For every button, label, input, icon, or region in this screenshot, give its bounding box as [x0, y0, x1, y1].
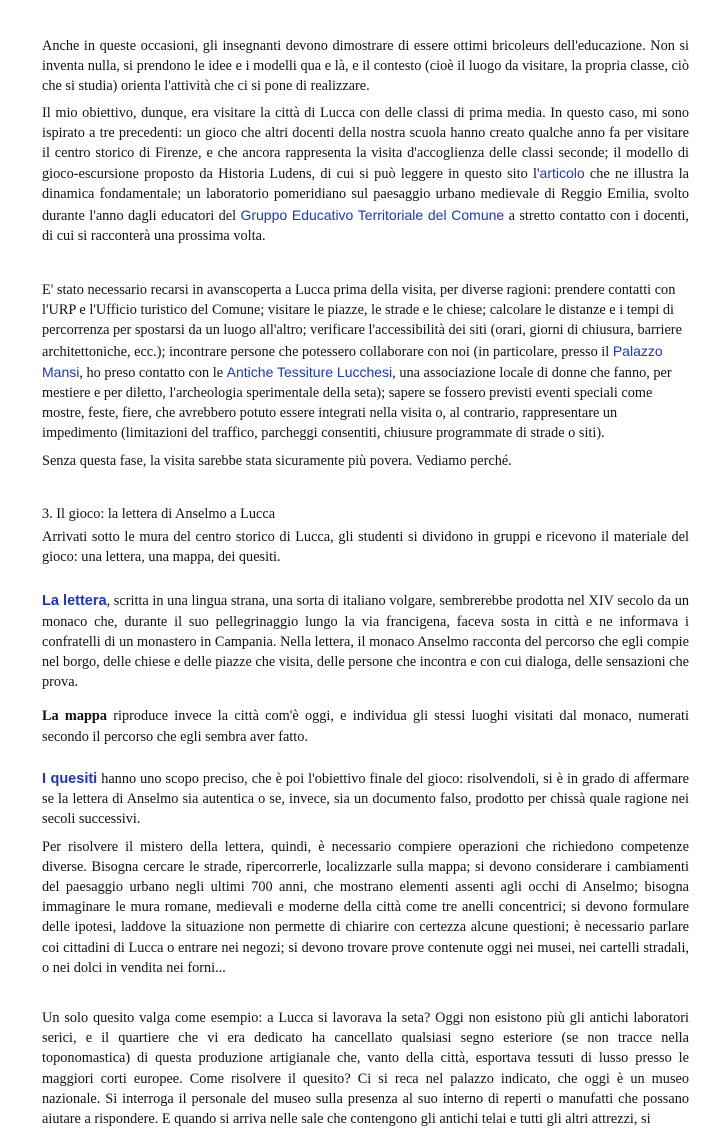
paragraph-arrivati: Arrivati sotto le mura del centro storico di Lucca, gli studenti si dividono in gruppi e ricevono il materiale del gioco: una lettera, una mappa, dei quesiti. [42, 529, 689, 566]
paragraph-avanscoperta [42, 280, 689, 444]
text-span: Il mio obiettivo, dunque, era visitare la città di Lucca con delle classi di prima media. In questo caso, mi sono ispirato a tre precedenti: un gioco che altri docenti della nostra scuola hanno creato qualche anno fa per visitare il centro storico di Firenze, e che ancora rappresenta la visita d'accoglienza delle classi seconde; il modello di gioco-escursione proposto da Historia Ludens, di cui si può leggere in questo sito l' [42, 104, 689, 183]
label-la-mappa: La mappa [42, 708, 108, 725]
paragraph-lettera [42, 591, 689, 692]
document-page [42, 36, 689, 1129]
text-span: , una associazione locale di donne che fanno, per mestiere e per diletto, l'archeologia sperimentale della seta); sapere se fossero previsti eventi speciali come mostre, feste, fiere, che avrebbero potuto essere integrati nella visita o, al contrario, rappresentare un impedimento (limitazioni del traffico, parcheggi consentiti, chiusure programmate di strade o siti). [42, 364, 672, 442]
paragraph-mappa [42, 706, 689, 746]
link-gruppo-educativo[interactable]: Gruppo Educativo Territoriale del Comune [240, 206, 505, 223]
link-i-quesiti[interactable]: I quesiti [42, 770, 98, 787]
text-span: a stretto contatto con i docenti, di cui si racconterà una prossima volta. [42, 207, 690, 244]
link-la-lettera[interactable]: La lettera [42, 593, 107, 610]
link-palazzo-mansi[interactable]: Palazzo Mansi [42, 342, 663, 380]
paragraph-senza: Senza questa fase, la visita sarebbe stata sicuramente più povera. Vediamo perché. [42, 452, 512, 469]
text-span: che ne illustra la dinamica fondamentale; un laboratorio pomeridiano sul paesaggio urbano medievale di Reggio Emilia, svolto durante l'anno dagli educatori del [42, 166, 690, 224]
section-heading: 3. Il gioco: la lettera di Anselmo a Lucca [42, 505, 276, 522]
text-span: hanno uno scopo preciso, che è poi l'obiettivo finale del gioco: risolvendoli, si è in grado di affermare se la lettera di Anselmo sia autentica o se, invece, sia un documento falso, prodotto per chissà quale ragione nei secoli successivi. [42, 770, 689, 828]
text-span: E' stato necessario recarsi in avanscoperta a Lucca prima della visita, per diverse ragioni: prendere contatti con l'URP e l'Ufficio turistico del Comune; visitare le piazze, le strade e le chiese; calcolare le distanze e i tempi di percorrenza per spostarsi da un luogo all'altro; verificare l'accessibilità dei siti (orari, giorni di chiusura, barriere architettoniche, ecc.); incontrare persone che potessero collaborare con noi (in particolare, presso il [42, 282, 682, 360]
paragraph-bricoleurs: Anche in queste occasioni, gli insegnanti devono dimostrare di essere ottimi bricoleurs dell'educazione. Non si inventa nulla, si prendono le idee e i modelli qua e là, e il contesto (cioè il luogo da visitare, la propria classe, ciò che si studia) orienta l'attività che ci si pone di realizzare. [42, 38, 689, 95]
paragraph-quesiti [42, 769, 689, 830]
paragraph-seta: Un solo quesito valga come esempio: a Lucca si lavorava la seta? Oggi non esistono più gli antichi laboratori serici, e il quartiere che vi era dedicato ha cancellato qualsiasi segno esteriore (se non tracce nella toponomastica) di questa produzione artigianale che, vanto della città, esportava tessuti di lusso presso le maggiori corti europee. Come risolvere il quesito? Ci si reca nel palazzo indicato, che oggi è un museo nazionale. Si interroga il personale del museo sulla presenza al suo interno di reperti o manufatti che possano aiutare a rispondere. E quando si arriva nelle sale che contengono gli antichi telai e tutti gli altri attrezzi, si [42, 1009, 689, 1127]
link-articolo[interactable]: articolo [539, 165, 585, 182]
text-span: riproduce invece la città com'è oggi, e individua gli stessi luoghi visitati dal monaco, numerati secondo il percorso che egli sembra aver fatto. [42, 708, 689, 745]
paragraph-obiettivo [42, 103, 689, 246]
link-antiche-tessiture[interactable]: Antiche Tessiture Lucchesi [226, 363, 393, 380]
text-span: , scritta in una lingua strana, una sorta di italiano volgare, sembrerebbe prodotta nel XIV secolo da un monaco che, durante il suo pellegrinaggio lungo la via francigena, faceva sosta in città e ne informava i confratelli di un monastero in Campania. Nella lettera, il monaco Anselmo racconta del percorso che egli compie nel borgo, delle chiese e delle piazze che visita, delle persone che incontra e con cui dialoga, delle sensazioni che prova. [42, 593, 689, 691]
text-span: , ho preso contatto con le [79, 364, 227, 381]
paragraph-mistero: Per risolvere il mistero della lettera, quindi, è necessario compiere operazioni che richiedono competenze diverse. Bisogna cercare le strade, ripercorrerle, localizzarle sulla mappa; si devono considerare i cambiamenti del paesaggio urbano negli ultimi 700 anni, che mostrano elementi assenti agli occhi di Anselmo; bisogna immaginare le mura romane, medievali e moderne della città come tre anelli concentrici; si devono formulare delle ipotesi, laddove la situazione non permette di chiarire con certezza alcune questioni; è necessario parlare coi cittadini di Lucca o entrare nei negozi; si devono trovare prove contenute oggi nei musei, nei cartelli stradali, o nei dolci in vendita nei forni... [42, 838, 689, 976]
